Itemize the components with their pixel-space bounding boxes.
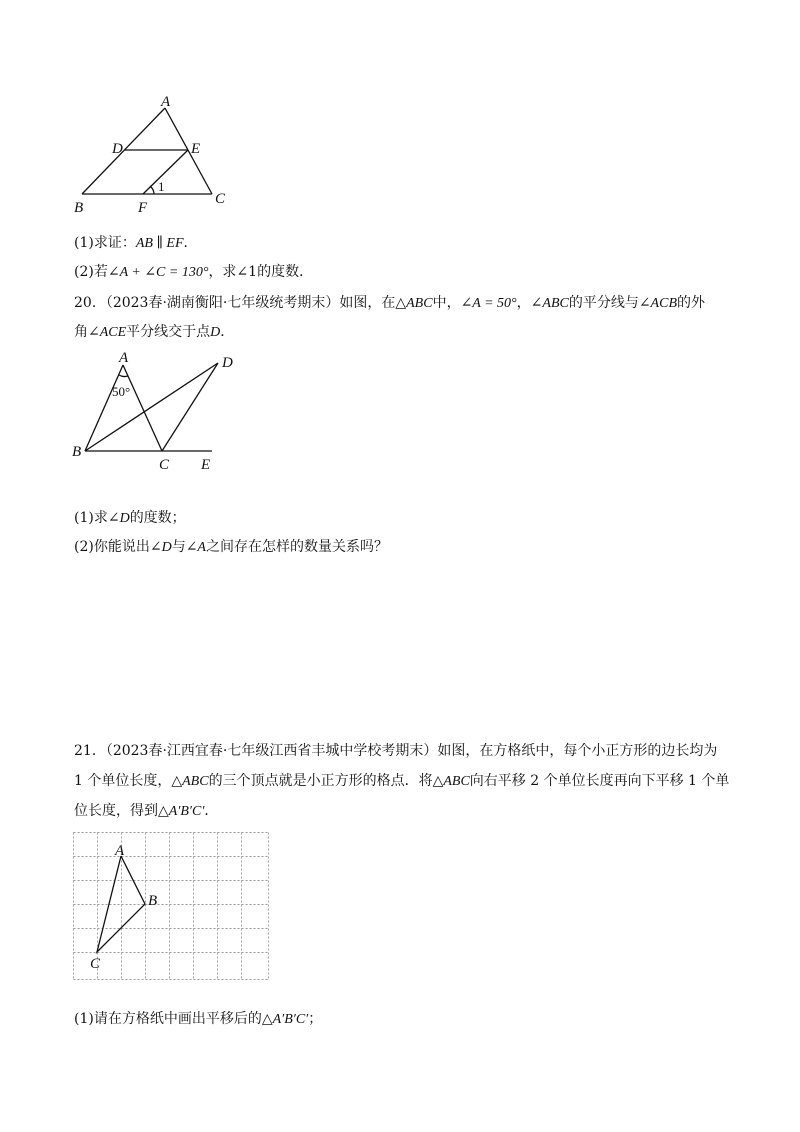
q21-l3-t2: ． [204, 803, 219, 819]
q20-part1 [74, 508, 186, 529]
q20-part1-math: ∠D [107, 511, 130, 526]
q19-part2-math: ∠A + ∠C = 130° [107, 265, 209, 280]
q20-l2-t3: ． [220, 324, 235, 340]
label-angle-50: 50° [112, 384, 131, 399]
q21-line3 [74, 801, 218, 822]
q20-l2-m1: ∠ACE [88, 325, 127, 340]
q20-m4: ∠ACB [638, 296, 677, 311]
q20-part2-mid: 与 [171, 539, 186, 555]
q21-grid-figure [73, 832, 271, 982]
q20-t1: 如图，在 [339, 295, 396, 311]
q21-part1-prefix: (1)请在方格纸中画出平移后的 [74, 1011, 262, 1027]
triangle-abc [97, 856, 145, 952]
label-b: B [72, 444, 82, 460]
q21-part1-suffix: ； [308, 1011, 323, 1027]
q20-l2-t2: 平分线交于点 [126, 324, 211, 340]
segment-cd [162, 363, 218, 451]
label-c: C [215, 191, 226, 207]
q19-part2 [74, 262, 313, 283]
q20-part1-suffix: 的度数； [129, 510, 186, 526]
q19-figure [70, 90, 240, 215]
q20-number: 20． [74, 295, 106, 311]
q21-l2-m1: △ABC [171, 774, 209, 789]
q20-m3: ∠ABC [530, 296, 569, 311]
q20-t4: 的平分线与 [568, 295, 639, 311]
label-d: D [222, 355, 233, 371]
q20-t2: 中， [432, 295, 461, 311]
q20-part2-m2: ∠A [185, 540, 206, 555]
q19-part1-prefix: (1)求证： [74, 235, 136, 251]
segment-ac [123, 365, 162, 451]
label-f: F [138, 200, 148, 215]
q21-line1 [74, 741, 717, 761]
q21-l2-t3: 向右平移 2 个单位长度再向下平移 1 个单 [469, 773, 730, 789]
q20-line1 [74, 293, 705, 314]
angle-1-arc [150, 186, 154, 194]
label-b: B [74, 200, 84, 215]
label-angle-1: 1 [158, 179, 165, 194]
q20-part2-prefix: (2)你能说出 [74, 539, 150, 555]
q20-part2 [74, 537, 388, 558]
q19-part1-math: AB ∥ EF [135, 236, 184, 251]
dotted-grid [74, 833, 269, 980]
q20-l2-t1: 角 [74, 324, 88, 340]
label-b: B [148, 893, 158, 909]
label-c: C [159, 457, 170, 473]
q21-number: 21． [74, 743, 106, 759]
q20-l2-m2: D [210, 325, 221, 340]
q20-part1-prefix: (1)求 [74, 510, 108, 526]
angle-a-arc [119, 375, 128, 377]
q21-l3-m1: △A′B′C′ [158, 804, 205, 819]
q20-m1: △ABC [395, 296, 433, 311]
q19-part2-suffix: ，求∠1的度数． [208, 264, 314, 280]
q20-m2: ∠A = 50° [460, 296, 517, 311]
q21-l2-t1: 1 个单位长度， [74, 773, 172, 789]
segment-ef [143, 150, 188, 194]
q21-l3-t1: 位长度，得到 [74, 803, 158, 819]
q21-line2 [74, 771, 729, 792]
q20-part2-suffix: 之间存在怎样的数量关系吗？ [205, 539, 388, 555]
q20-part2-m1: ∠D [149, 540, 172, 555]
q21-part1 [74, 1009, 322, 1030]
q19-part1-suffix: ． [183, 235, 198, 251]
label-a: A [161, 94, 171, 110]
label-e: E [201, 457, 211, 473]
q19-part1 [74, 233, 198, 254]
q21-l2-m2: △ABC [432, 774, 470, 789]
q21-l2-t2: 的三个顶点就是小正方形的格点．将 [208, 773, 433, 789]
q20-figure [66, 346, 246, 476]
label-c: C [90, 956, 101, 972]
q21-source: （2023春·江西宜春·七年级江西省丰城中学校考期末） [105, 743, 438, 759]
label-d: D [112, 141, 123, 157]
segment-ab [82, 108, 165, 194]
q21-text: 如图，在方格纸中，每个小正方形的边长均为 [437, 743, 718, 759]
q20-source: （2023春·湖南衡阳·七年级统考期末） [105, 295, 340, 311]
segment-ac [165, 108, 212, 194]
label-a: A [115, 843, 125, 859]
q21-part1-math: △A′B′C′ [261, 1012, 309, 1027]
q20-t5: 的外 [677, 295, 705, 311]
q20-line2 [74, 322, 234, 343]
label-e: E [191, 141, 201, 157]
q20-t3: ， [516, 295, 531, 311]
label-a: A [119, 350, 129, 366]
q19-part2-prefix: (2)若 [74, 264, 108, 280]
